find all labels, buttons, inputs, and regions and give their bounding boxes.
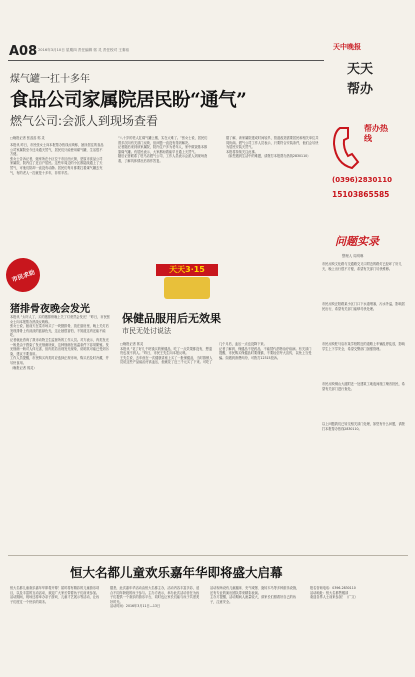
hotline-phone-2: 15103865585 <box>332 190 390 199</box>
bottom-rule <box>8 555 408 556</box>
ask-item-2: 市民反映正阳路某小区门口下水道堵塞，污水外溢，影响居民出行，希望有关部门能够尽快处理。 <box>322 302 405 311</box>
brand-main: 天天 <box>347 62 374 77</box>
bottom-col2: 据悉，此次嘉年华活动由恒大名都主办，活动内容丰富多彩，适合不同年龄段的孩子参与。主办方表示，举办此次活动旨在为孩子们提供一个欢乐的游乐平台，同时也让家长们能与孩子共度美好时光。 活动时间：2016年3月11日—13日 <box>110 586 200 609</box>
ask-item-3: 市民反映驻马店市某学校附近的道路上车辆乱停乱放，影响学生上下学安全，希望交警部门加强管理。 <box>322 342 405 351</box>
sidebar-headline: 猪排骨夜晚会发光 <box>10 304 90 315</box>
brand-logo <box>327 38 401 104</box>
insurance-body: □晚报记者 郭灵 本报讯 “花了好几千块钱买的保健品，吃了一点效果都没有，想退货也找不到人。”昨日，市民王先生向本报反映。 王先生说，去年他在一次健康讲座上买了一批保健品，当时推销人员说这些产品能治疗高血压，他就花了近三千元买了下来。可吃了几个月后，血压一点也没降下来。 记者了解到，保健品不是药品，不能替代药物治疗疾病。有关部门提醒，市民购买保健品时要谨慎，不要轻信夸大宣传，以免上当受骗。如遇到消费纠纷，可拨打12315投诉。 <box>120 342 312 365</box>
sidebar-tag: 市民求助 <box>10 268 36 284</box>
brand-top: 天中晚报 <box>333 43 361 51</box>
bottom-headline: 恒大名都儿童欢乐嘉年华即将盛大启幕 <box>70 565 283 580</box>
hotline-title: 帮办热线 <box>364 124 388 143</box>
ask-list <box>322 262 408 444</box>
brand-sub: 帮办 <box>347 82 374 97</box>
ask-footer: 以上问题我们已转交相关部门处理，如您有什么问题，请拨打本报帮办热线2830110。 <box>322 422 405 431</box>
ask-byline: 整理人 周玥琳 <box>342 254 364 258</box>
main-col1: 本报讯 昨日，市民张女士向本报帮办热线反映称，她所居住的食品公司家属院至今还未通天然气，居民们只能使用煤气罐，生活很不方便。 张女士告诉记者，她家所在小区位于市区西大街，是原市食品公司家属院，院内住了近百户居民。这些年周边的小区都陆续通上了天然气，可他们院却一直没有动静。居民们每月都要扛着煤气罐去充气，有的老人一扛就是十多年，非常辛苦。 <box>10 143 104 175</box>
sidebar-badge <box>1 253 45 297</box>
ask-item-4: 市民反映铜山大道附近一处建筑工地夜间施工噪音扰民，希望有关部门进行查处。 <box>322 382 405 391</box>
main-byline: □晚报记者 张蕊蕊 郭 灵 <box>10 136 45 140</box>
sidebar-body: 本报讯 “太吓人了，买的猪排骨晚上关了灯竟然会发光！”昨日，市民张女士向本报帮办热线反映称。 张女士说，她前天在菜市场买了一块猪排骨，放在厨房里，晚上关灯后发现排骨上有淡淡的蓝绿色光，这让她很害怕，不知道这肉还能不能吃。 记者就此咨询了我市动物卫生监督所的工作人员。对方表示，肉类发光一般是由于感染了发光细菌所致，这种细菌在低温条件下容易繁殖。发光细菌一般对人体无害，但肉类若出现发光现象，说明其可能已受到污染，建议不要食用。 工作人员提醒，市民购买肉类时应选择正规市场，购买后及时冷藏，并尽快食用。 （晚报记者 郭灵） <box>10 315 110 370</box>
headline: 食品公司家属院居民盼“通气” <box>10 90 247 111</box>
page-code: A08 <box>9 44 38 59</box>
main-col3: 据了解，该家属院建成时间较早，管道改造需要居民和相关单位共同协商。燃气公司工作人员表示，只要符合安装条件，他们会尽快为居民安装天然气。 本报将持续关注此事。 （如您遇到生活中的难题，请拨打本报帮办热线2830110） <box>226 136 319 159</box>
main-col2: “八十岁的老人扛煤气罐上楼，实在太难了。”张女士说，居民们曾多次向有关部门反映，但问题一直没有得到解决。 记者随后来到该家属院，院内住户多为老年人，家中做饭基本都靠煤气罐。有居民表示，大家都盼着能早日通上天然气。 随后记者联系了驻马店燃气公司，工作人员表示会派人到现场查看，了解具体情况后再作答复。 <box>118 136 208 163</box>
kicker: 煤气罐一扛十多年 <box>10 74 90 85</box>
insurance-headline: 保健品服用后无效果 <box>122 312 221 325</box>
phone-icon <box>330 124 360 170</box>
campaign-lead: 天天3·15 <box>156 264 218 276</box>
campaign-emblem <box>164 277 210 299</box>
hotline-phone-1: (0396)2830110 <box>332 176 392 184</box>
hotline-box <box>330 110 404 220</box>
bottom-col1: 恒大名都儿童欢乐嘉年华即将开幕！届时将有精彩的儿童游乐项目，以及丰富的互动活动，欢迎广大家长带着孩子们前来参加。 活动期间，现场还将举办亲子游戏、儿童才艺展示等活动，让孩子们度过一个快乐的周末。 <box>10 586 100 604</box>
ask-title: 问题实录 <box>335 235 379 248</box>
date-line: 2016年3月10日 星期四 责任编辑 郭 灵 责任校对 王秦裕 <box>38 48 130 52</box>
bottom-col4: 报名咨询电话：0396-2830110 活动地址：恒大名都售楼部 欢迎各界人士前来参加！（广文） <box>310 586 358 600</box>
campaign-logo <box>150 262 224 310</box>
subhead: 燃气公司:会派人到现场查看 <box>10 114 159 128</box>
bottom-col3: 活动现场设有儿童蹦床、充气城堡、旋转木马等多种游乐设施，还有专业的演出团队带来精彩表演。 主办方提醒，活动期间人流量较大，请家长们照看好自己的孩子，注意安全。 <box>210 586 300 604</box>
ask-item-1: 市民反映文化路与交通路交叉口附近的路灯已经坏了好几天，晚上出行很不方便，希望有关部门尽快维修。 <box>322 262 402 271</box>
header-rule <box>8 60 324 61</box>
insurance-subhead: 市民无处讨说法 <box>122 327 171 335</box>
